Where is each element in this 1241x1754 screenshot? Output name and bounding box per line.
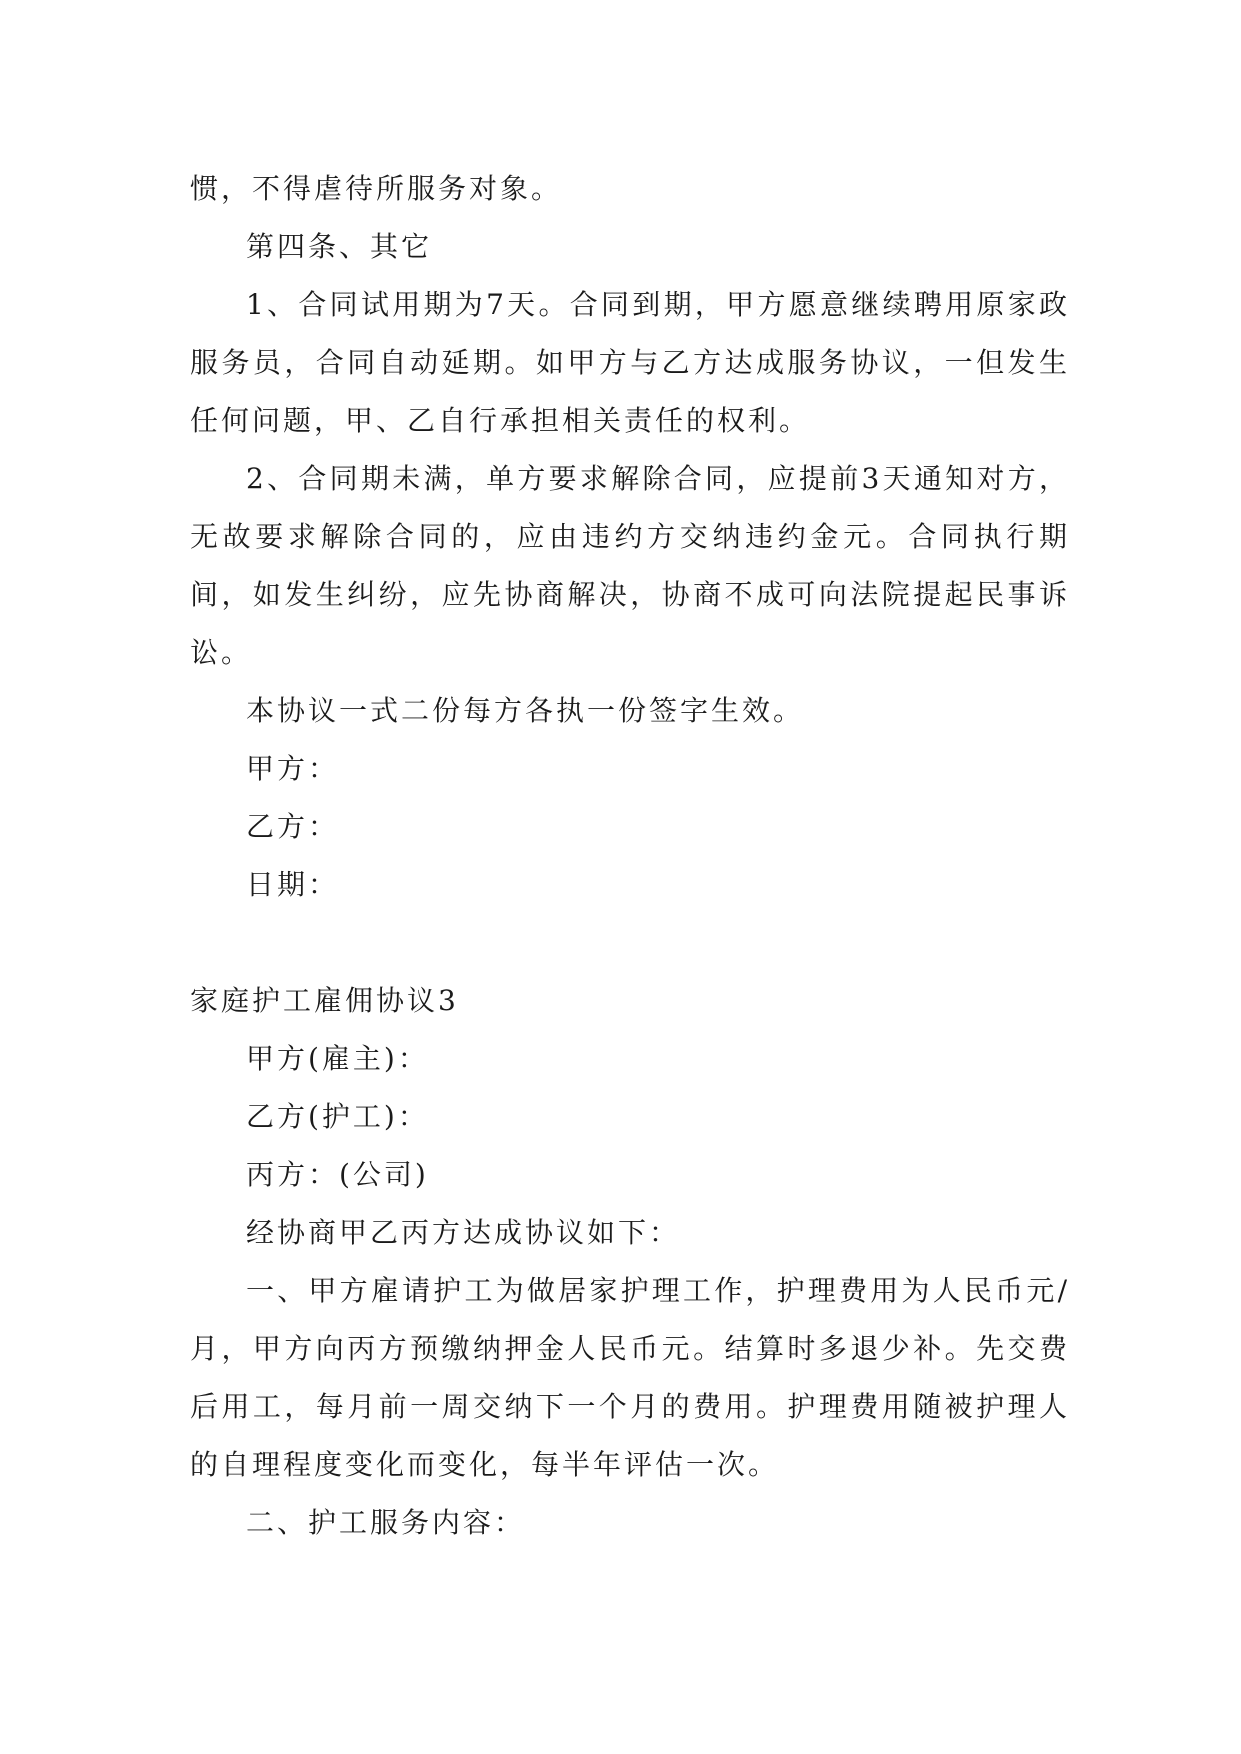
continuation-paragraph: 惯，不得虐待所服务对象。 bbox=[190, 172, 563, 205]
section-title: 家庭护工雇佣协议3 bbox=[190, 984, 459, 1017]
party-b-signature-line: 乙方： bbox=[246, 810, 340, 843]
clause-probation: 1、合同试用期为7天。合同到期，甲方愿意继续聘用原家政服务员，合同自动延期。如甲方与乙方达成服务协议，一但发生任何问题，甲、乙自行承担相关责任的权利。 bbox=[190, 288, 1070, 437]
agreement-intro: 经协商甲乙丙方达成协议如下： bbox=[246, 1216, 681, 1249]
clause-termination: 2、合同期未满，单方要求解除合同，应提前3天通知对方，无故要求解除合同的，应由违约方交纳违约金元。合同执行期间，如发生纠纷，应先协商解决，协商不成可向法院提起民事诉讼。 bbox=[190, 462, 1070, 669]
party-a-signature-line: 甲方： bbox=[246, 752, 340, 785]
copies-statement: 本协议一式二份每方各执一份签字生效。 bbox=[246, 694, 805, 727]
date-line: 日期： bbox=[246, 868, 340, 901]
article-four-heading: 第四条、其它 bbox=[246, 230, 433, 263]
clause-fees: 一、甲方雇请护工为做居家护理工作，护理费用为人民币元/月，甲方向丙方预缴纳押金人民币元。结算时多退少补。先交费后用工，每月前一周交纳下一个月的费用。护理费用随被护理人的自理程度变化而变化，每半年评估一次。 bbox=[190, 1274, 1070, 1481]
document-body bbox=[190, 160, 1070, 1552]
party-c-company-line: 丙方：(公司) bbox=[246, 1158, 429, 1191]
party-b-caregiver-line: 乙方(护工)： bbox=[246, 1100, 429, 1133]
party-a-employer-line: 甲方(雇主)： bbox=[246, 1042, 429, 1075]
clause-service-content-heading: 二、护工服务内容： bbox=[246, 1506, 526, 1539]
section-spacer bbox=[190, 914, 1070, 972]
